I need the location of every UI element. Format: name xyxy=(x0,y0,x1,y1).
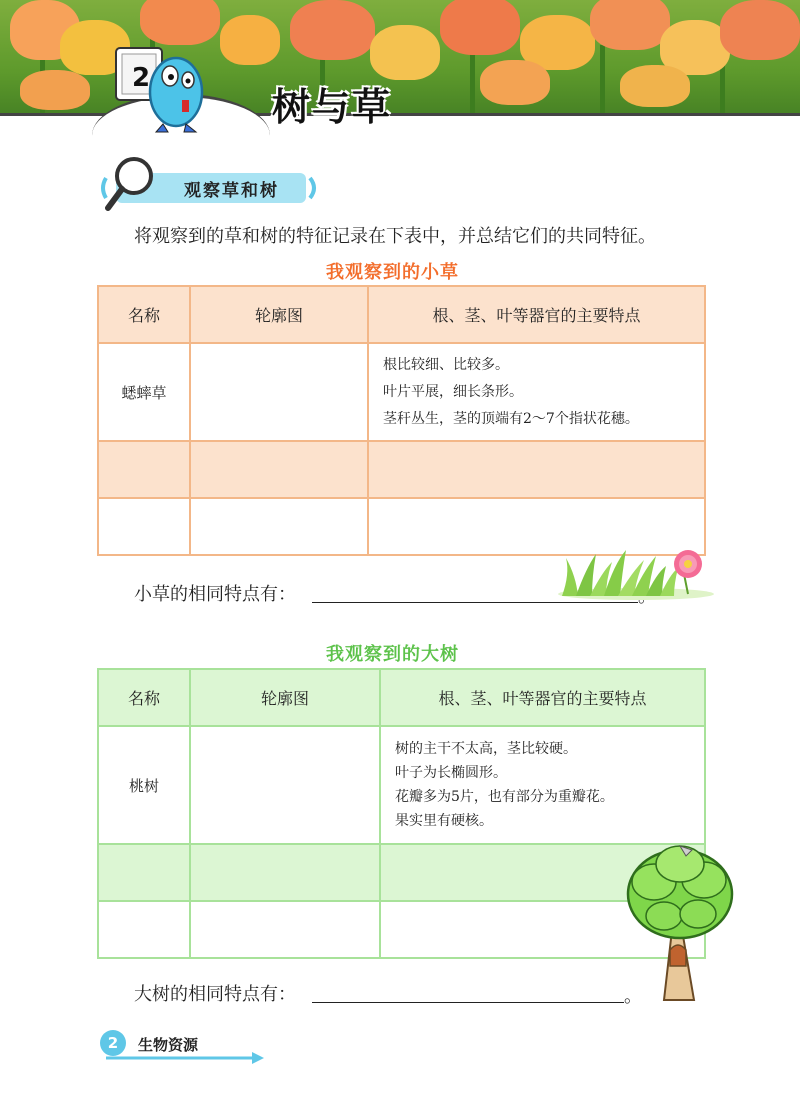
table-row xyxy=(98,726,705,844)
tree-feature-line: 叶子为长椭圆形。 xyxy=(395,765,507,781)
empty-cell[interactable] xyxy=(190,901,380,958)
tree-summary-blank[interactable] xyxy=(312,1002,624,1003)
tree-row-features xyxy=(380,726,705,844)
grass-header-name: 名称 xyxy=(98,286,190,343)
tree-header-name: 名称 xyxy=(98,669,190,726)
mascot-illustration xyxy=(108,40,218,135)
table-row xyxy=(98,441,705,498)
grass-table-title: 我观察到的小草 xyxy=(326,262,459,283)
empty-cell[interactable] xyxy=(190,498,368,555)
table-row xyxy=(98,343,705,441)
page-number: 2 xyxy=(100,1030,126,1056)
grass-row-name: 蟋蟀草 xyxy=(98,343,190,441)
tree-header-features: 根、茎、叶等器官的主要特点 xyxy=(380,669,705,726)
grass-header-outline: 轮廓图 xyxy=(190,286,368,343)
empty-cell[interactable] xyxy=(98,901,190,958)
tree-table-title: 我观察到的大树 xyxy=(326,644,459,665)
table-row xyxy=(98,844,705,901)
tree-header-outline: 轮廓图 xyxy=(190,669,380,726)
tree-feature-line: 树的主干不太高，茎比较硬。 xyxy=(395,741,577,757)
tree-table xyxy=(97,668,706,959)
tree-summary-label: 大树的相同特点有： xyxy=(134,984,296,1005)
grass-summary-blank[interactable] xyxy=(312,602,638,603)
tree-feature-line: 花瓣多为5片，也有部分为重瓣花。 xyxy=(395,789,614,805)
empty-cell[interactable] xyxy=(98,498,190,555)
grass-feature-line: 茎秆丛生，茎的顶端有2～7个指状花穗。 xyxy=(383,410,639,427)
empty-cell[interactable] xyxy=(98,844,190,901)
grass-row-outline-cell[interactable] xyxy=(190,343,368,441)
footer-label: 生物资源 xyxy=(138,1036,199,1054)
empty-cell[interactable] xyxy=(368,441,705,498)
grass-feature-line: 叶片平展，细长条形。 xyxy=(383,383,523,400)
lesson-number: 2 xyxy=(132,63,151,93)
empty-cell[interactable] xyxy=(190,441,368,498)
page-title: 树与草 xyxy=(272,85,393,129)
grass-header-features: 根、茎、叶等器官的主要特点 xyxy=(368,286,705,343)
grass-flower-illustration xyxy=(556,544,716,600)
grass-table xyxy=(97,285,706,556)
grass-feature-line: 根比较细、比较多。 xyxy=(383,356,509,373)
magnifier-icon xyxy=(100,152,160,214)
tree-row-name: 桃树 xyxy=(98,726,190,844)
empty-cell[interactable] xyxy=(98,441,190,498)
grass-summary-label: 小草的相同特点有： xyxy=(134,584,296,605)
tree-row-outline-cell[interactable] xyxy=(190,726,380,844)
arrow-icon xyxy=(106,1050,266,1066)
table-row xyxy=(98,901,705,958)
grass-row-features xyxy=(368,343,705,441)
empty-cell[interactable] xyxy=(190,844,380,901)
tree-summary-end: 。 xyxy=(624,986,642,1007)
intro-text: 将观察到的草和树的特征记录在下表中，并总结它们的共同特征。 xyxy=(134,226,656,247)
tree-feature-line: 果实里有硬核。 xyxy=(395,813,493,829)
tree-illustration xyxy=(620,840,740,1002)
section-tag-label: 观察草和树 xyxy=(184,181,279,201)
